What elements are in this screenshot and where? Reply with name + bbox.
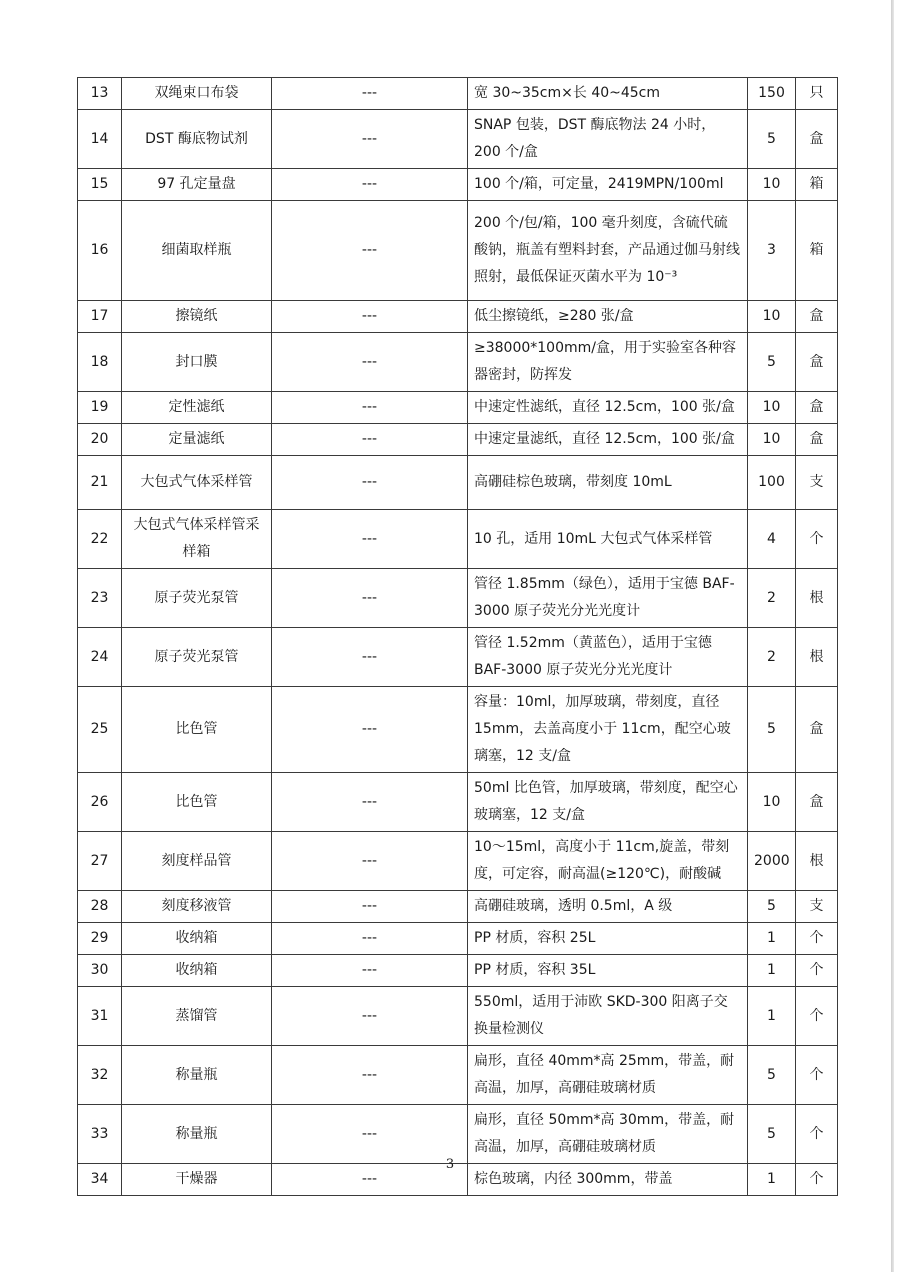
item-name: 原子荧光泵管 xyxy=(122,569,272,628)
table-row xyxy=(78,628,838,687)
item-quantity: 1 xyxy=(748,923,796,955)
item-spec: 扁形，直径 50mm*高 30mm，带盖，耐高温，加厚，高硼硅玻璃材质 xyxy=(468,1105,748,1164)
item-quantity: 5 xyxy=(748,687,796,773)
item-name: 刻度移液管 xyxy=(122,891,272,923)
item-name: 称量瓶 xyxy=(122,1046,272,1105)
item-number: 33 xyxy=(78,1105,122,1164)
item-unit: 盒 xyxy=(796,687,838,773)
item-unit: 个 xyxy=(796,955,838,987)
item-number: 25 xyxy=(78,687,122,773)
item-number: 31 xyxy=(78,987,122,1046)
item-brand: --- xyxy=(272,923,468,955)
item-number: 14 xyxy=(78,110,122,169)
item-number: 28 xyxy=(78,891,122,923)
table-row xyxy=(78,955,838,987)
item-brand: --- xyxy=(272,333,468,392)
item-unit: 盒 xyxy=(796,110,838,169)
item-number: 18 xyxy=(78,333,122,392)
item-unit: 个 xyxy=(796,923,838,955)
item-quantity: 1 xyxy=(748,1164,796,1196)
item-brand: --- xyxy=(272,110,468,169)
item-quantity: 2 xyxy=(748,628,796,687)
item-name: 比色管 xyxy=(122,773,272,832)
table-row xyxy=(78,891,838,923)
item-unit: 箱 xyxy=(796,201,838,301)
item-name: 收纳箱 xyxy=(122,955,272,987)
item-brand: --- xyxy=(272,424,468,456)
item-name: 封口膜 xyxy=(122,333,272,392)
item-name: 定量滤纸 xyxy=(122,424,272,456)
item-unit: 盒 xyxy=(796,392,838,424)
item-spec: 高硼硅棕色玻璃，带刻度 10mL xyxy=(468,456,748,510)
item-spec: ≥38000*100mm/盒，用于实验室各种容器密封，防挥发 xyxy=(468,333,748,392)
item-quantity: 5 xyxy=(748,333,796,392)
item-name: 97 孔定量盘 xyxy=(122,169,272,201)
item-spec: 容量：10ml，加厚玻璃，带刻度，直径 15mm，去盖高度小于 11cm，配空心玻璃塞，12 支/盒 xyxy=(468,687,748,773)
item-name: 干燥器 xyxy=(122,1164,272,1196)
item-name: 大包式气体采样管采样箱 xyxy=(122,510,272,569)
item-spec: 100 个/箱，可定量，2419MPN/100ml xyxy=(468,169,748,201)
table-row xyxy=(78,1105,838,1164)
item-spec: PP 材质，容积 35L xyxy=(468,955,748,987)
item-quantity: 10 xyxy=(748,392,796,424)
item-quantity: 5 xyxy=(748,891,796,923)
item-spec: SNAP 包装，DST 酶底物法 24 小时，200 个/盒 xyxy=(468,110,748,169)
item-unit: 支 xyxy=(796,456,838,510)
item-brand: --- xyxy=(272,392,468,424)
item-spec: 中速定量滤纸，直径 12.5cm，100 张/盒 xyxy=(468,424,748,456)
item-quantity: 1 xyxy=(748,955,796,987)
scan-edge xyxy=(891,0,894,1272)
table-row xyxy=(78,392,838,424)
item-name: 定性滤纸 xyxy=(122,392,272,424)
item-quantity: 100 xyxy=(748,456,796,510)
item-name: 原子荧光泵管 xyxy=(122,628,272,687)
item-number: 30 xyxy=(78,955,122,987)
table-row xyxy=(78,687,838,773)
item-quantity: 10 xyxy=(748,169,796,201)
item-brand: --- xyxy=(272,832,468,891)
item-number: 13 xyxy=(78,78,122,110)
item-unit: 个 xyxy=(796,1164,838,1196)
item-unit: 个 xyxy=(796,987,838,1046)
item-unit: 支 xyxy=(796,891,838,923)
item-spec: 10 孔，适用 10mL 大包式气体采样管 xyxy=(468,510,748,569)
item-brand: --- xyxy=(272,456,468,510)
item-name: 比色管 xyxy=(122,687,272,773)
item-spec: 宽 30~35cm×长 40~45cm xyxy=(468,78,748,110)
item-brand: --- xyxy=(272,510,468,569)
item-number: 32 xyxy=(78,1046,122,1105)
item-quantity: 3 xyxy=(748,201,796,301)
item-spec: 棕色玻璃，内径 300mm，带盖 xyxy=(468,1164,748,1196)
item-number: 24 xyxy=(78,628,122,687)
item-brand: --- xyxy=(272,987,468,1046)
item-unit: 根 xyxy=(796,832,838,891)
item-spec: 10～15ml，高度小于 11cm,旋盖，带刻度，可定容，耐高温(≥120℃)，耐酸碱 xyxy=(468,832,748,891)
item-number: 20 xyxy=(78,424,122,456)
item-quantity: 150 xyxy=(748,78,796,110)
item-number: 17 xyxy=(78,301,122,333)
item-brand: --- xyxy=(272,301,468,333)
item-brand: --- xyxy=(272,201,468,301)
table-row xyxy=(78,923,838,955)
item-number: 15 xyxy=(78,169,122,201)
item-spec: 550ml，适用于沛欧 SKD-300 阳离子交换量检测仪 xyxy=(468,987,748,1046)
item-name: 刻度样品管 xyxy=(122,832,272,891)
item-name: DST 酶底物试剂 xyxy=(122,110,272,169)
item-brand: --- xyxy=(272,687,468,773)
table-row xyxy=(78,110,838,169)
item-unit: 盒 xyxy=(796,333,838,392)
item-name: 细菌取样瓶 xyxy=(122,201,272,301)
table-row xyxy=(78,510,838,569)
table-row xyxy=(78,832,838,891)
page-number: 3 xyxy=(445,1157,455,1172)
item-unit: 个 xyxy=(796,1046,838,1105)
item-spec: 中速定性滤纸，直径 12.5cm，100 张/盒 xyxy=(468,392,748,424)
item-brand: --- xyxy=(272,955,468,987)
item-unit: 个 xyxy=(796,1105,838,1164)
item-number: 22 xyxy=(78,510,122,569)
item-number: 16 xyxy=(78,201,122,301)
item-quantity: 5 xyxy=(748,1046,796,1105)
table-row xyxy=(78,569,838,628)
item-spec: 高硼硅玻璃，透明 0.5ml，A 级 xyxy=(468,891,748,923)
item-brand: --- xyxy=(272,1105,468,1164)
item-unit: 根 xyxy=(796,628,838,687)
item-number: 23 xyxy=(78,569,122,628)
item-number: 21 xyxy=(78,456,122,510)
item-name: 大包式气体采样管 xyxy=(122,456,272,510)
item-unit: 箱 xyxy=(796,169,838,201)
table-row xyxy=(78,987,838,1046)
item-spec: 低尘擦镜纸，≥280 张/盒 xyxy=(468,301,748,333)
table-row xyxy=(78,424,838,456)
table-body xyxy=(78,78,838,1196)
item-quantity: 10 xyxy=(748,773,796,832)
item-unit: 盒 xyxy=(796,773,838,832)
table-row xyxy=(78,169,838,201)
item-brand: --- xyxy=(272,569,468,628)
table-row xyxy=(78,78,838,110)
item-quantity: 4 xyxy=(748,510,796,569)
item-name: 擦镜纸 xyxy=(122,301,272,333)
item-spec: 管径 1.52mm（黄蓝色），适用于宝德 BAF-3000 原子荧光分光光度计 xyxy=(468,628,748,687)
item-number: 34 xyxy=(78,1164,122,1196)
item-unit: 个 xyxy=(796,510,838,569)
table-row xyxy=(78,773,838,832)
item-quantity: 5 xyxy=(748,110,796,169)
item-brand: --- xyxy=(272,169,468,201)
item-quantity: 10 xyxy=(748,424,796,456)
item-brand: --- xyxy=(272,1164,468,1196)
item-brand: --- xyxy=(272,628,468,687)
item-quantity: 10 xyxy=(748,301,796,333)
item-brand: --- xyxy=(272,891,468,923)
item-spec: PP 材质，容积 25L xyxy=(468,923,748,955)
item-name: 收纳箱 xyxy=(122,923,272,955)
item-number: 27 xyxy=(78,832,122,891)
item-spec: 50ml 比色管，加厚玻璃，带刻度，配空心玻璃塞，12 支/盒 xyxy=(468,773,748,832)
table-row xyxy=(78,201,838,301)
table-row xyxy=(78,1046,838,1105)
item-number: 29 xyxy=(78,923,122,955)
item-spec: 管径 1.85mm（绿色），适用于宝德 BAF-3000 原子荧光分光光度计 xyxy=(468,569,748,628)
item-quantity: 1 xyxy=(748,987,796,1046)
item-number: 26 xyxy=(78,773,122,832)
item-name: 蒸馏管 xyxy=(122,987,272,1046)
item-unit: 盒 xyxy=(796,424,838,456)
item-brand: --- xyxy=(272,773,468,832)
item-number: 19 xyxy=(78,392,122,424)
item-unit: 只 xyxy=(796,78,838,110)
table-row xyxy=(78,333,838,392)
item-spec: 200 个/包/箱，100 毫升刻度，含硫代硫酸钠，瓶盖有塑料封套，产品通过伽马射线照射，最低保证灭菌水平为 10⁻³ xyxy=(468,201,748,301)
table-row xyxy=(78,301,838,333)
item-quantity: 2 xyxy=(748,569,796,628)
item-unit: 盒 xyxy=(796,301,838,333)
procurement-table xyxy=(77,77,838,1196)
item-name: 称量瓶 xyxy=(122,1105,272,1164)
item-brand: --- xyxy=(272,1046,468,1105)
item-spec: 扁形，直径 40mm*高 25mm，带盖，耐高温，加厚，高硼硅玻璃材质 xyxy=(468,1046,748,1105)
table-row xyxy=(78,456,838,510)
item-name: 双绳束口布袋 xyxy=(122,78,272,110)
item-unit: 根 xyxy=(796,569,838,628)
item-brand: --- xyxy=(272,78,468,110)
item-quantity: 5 xyxy=(748,1105,796,1164)
item-quantity: 2000 xyxy=(748,832,796,891)
